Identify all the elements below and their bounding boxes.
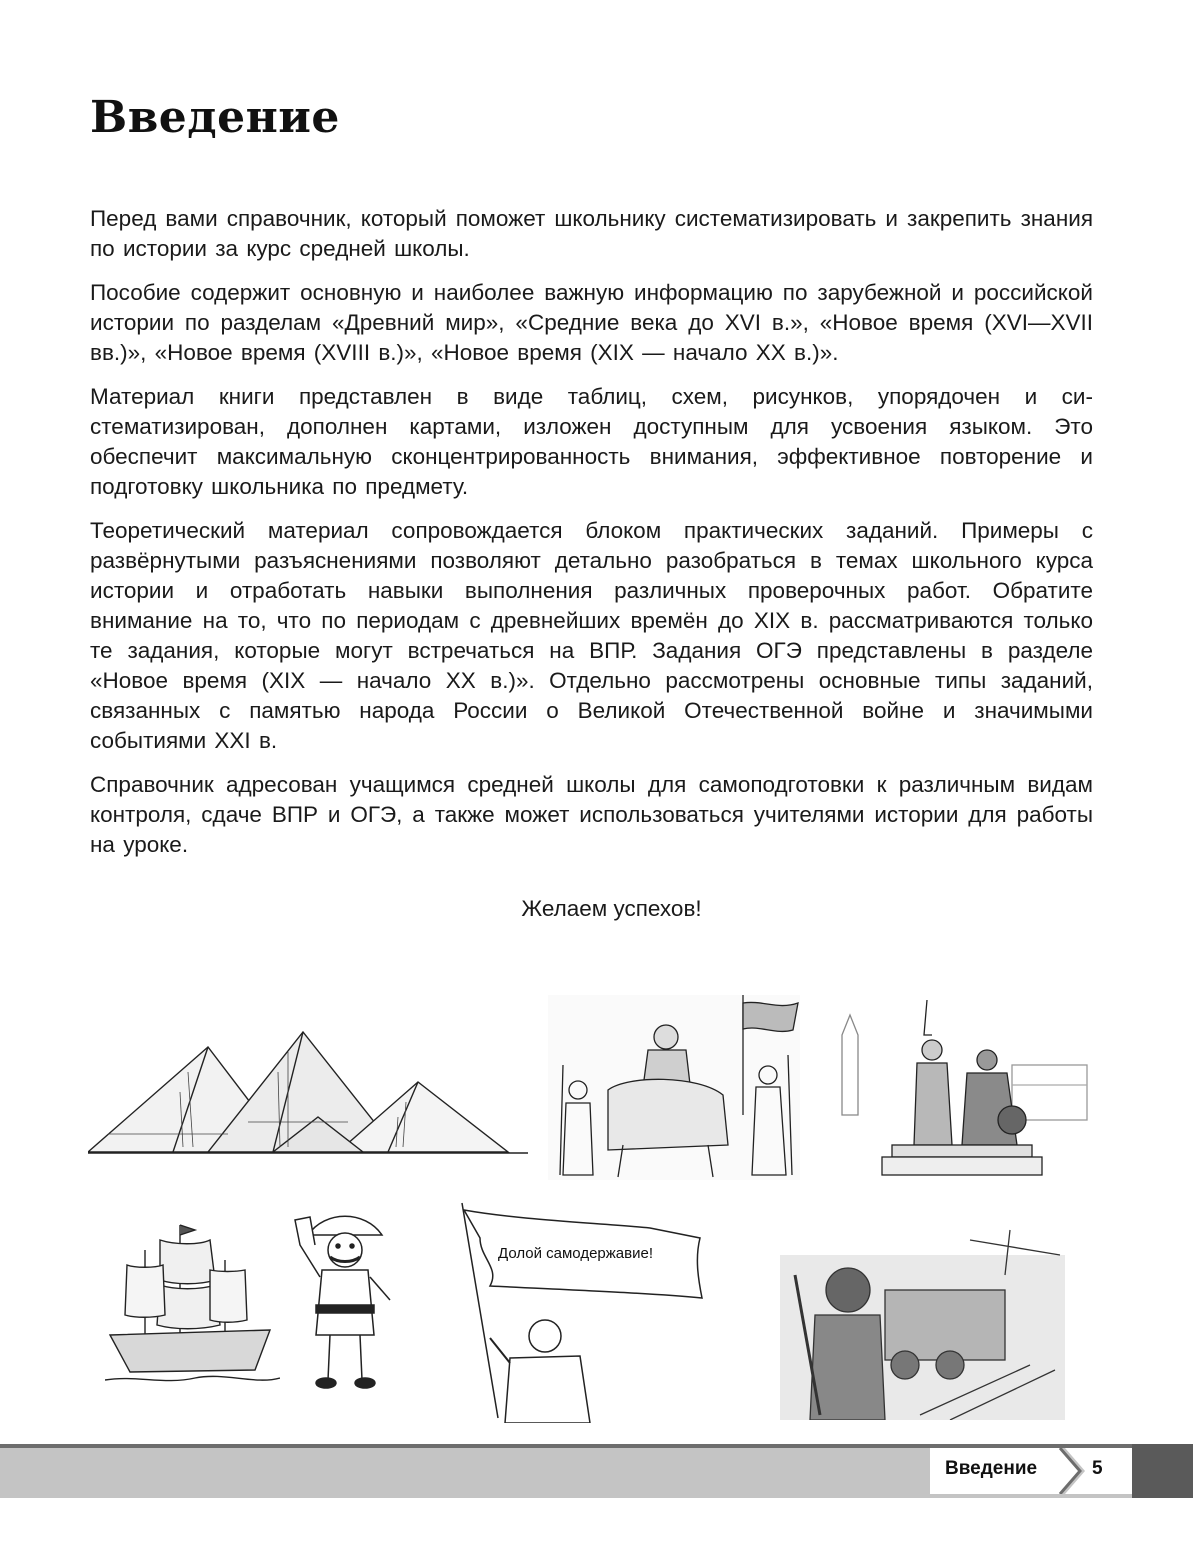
banner-slogan: Долой самодержавие!	[498, 1245, 653, 1262]
soldier-train-illustration	[780, 1215, 1065, 1420]
horsemen-illustration	[548, 995, 800, 1180]
paragraph: Теоретический материал сопровождается блоком практических заданий. Примеры с развёрнутыми разъяснениями позволяют детально разобраться в темах школьного курса истории и отработать навыки выполнения различных проверочных работ. Обратите внимание на то, что по периодам с древнейших времён до XIX в. рассматриваются только те задания, которые могут встречаться на ВПР. Задания ОГЭ представлены в разделе «Новое время (XIX — начало XX в.)». Отдельно рассмотрены основные типы заданий, связанных с памятью народа России о Великой Отечественной войне и значимыми событиями XXI в.	[90, 518, 1093, 753]
paragraph: Перед вами справочник, который поможет школьнику систематизировать и закрепить знания по истории за курс средней школы.	[90, 206, 1093, 261]
page-number: 5	[1092, 1458, 1103, 1479]
page-title: Введение	[90, 92, 340, 143]
footer-dark-block	[1132, 1444, 1193, 1498]
ship-illustration	[105, 1220, 280, 1390]
cartoon-character-illustration	[290, 1205, 400, 1390]
paragraph: Пособие содержит основную и наиболее важную информацию по зарубежной и российской истории по разделам «Древний мир», «Средние века до XVI в.», «Новое время (XVI—XVII вв.)», «Новое время (XVIII в.)», «Новое время (XIX — начало XX в.)».	[90, 280, 1093, 365]
paragraph: Материал книги представлен в виде таблиц, схем, рисунков, упорядочен и систематизирован, дополнен картами, изложен доступным для усвоения языком. Это обеспечит максимальную сконцентрированность внимания, эффективное повторение и подготовку школьника по предмету.	[90, 384, 1093, 499]
pyramids-illustration	[88, 1022, 528, 1157]
footer-section-label: Введение	[945, 1458, 1038, 1479]
monument-illustration	[832, 995, 1094, 1180]
intro-text	[90, 204, 1093, 874]
revolutionary-banner-illustration	[450, 1198, 705, 1423]
paragraph: Справочник адресован учащимся средней школы для самоподготовки к различным видам контроля, сдаче ВПР и ОГЭ, а также может использоваться учителями истории для работы на уроке.	[90, 772, 1093, 857]
closing-wish: Желаем успехов!	[521, 896, 702, 921]
